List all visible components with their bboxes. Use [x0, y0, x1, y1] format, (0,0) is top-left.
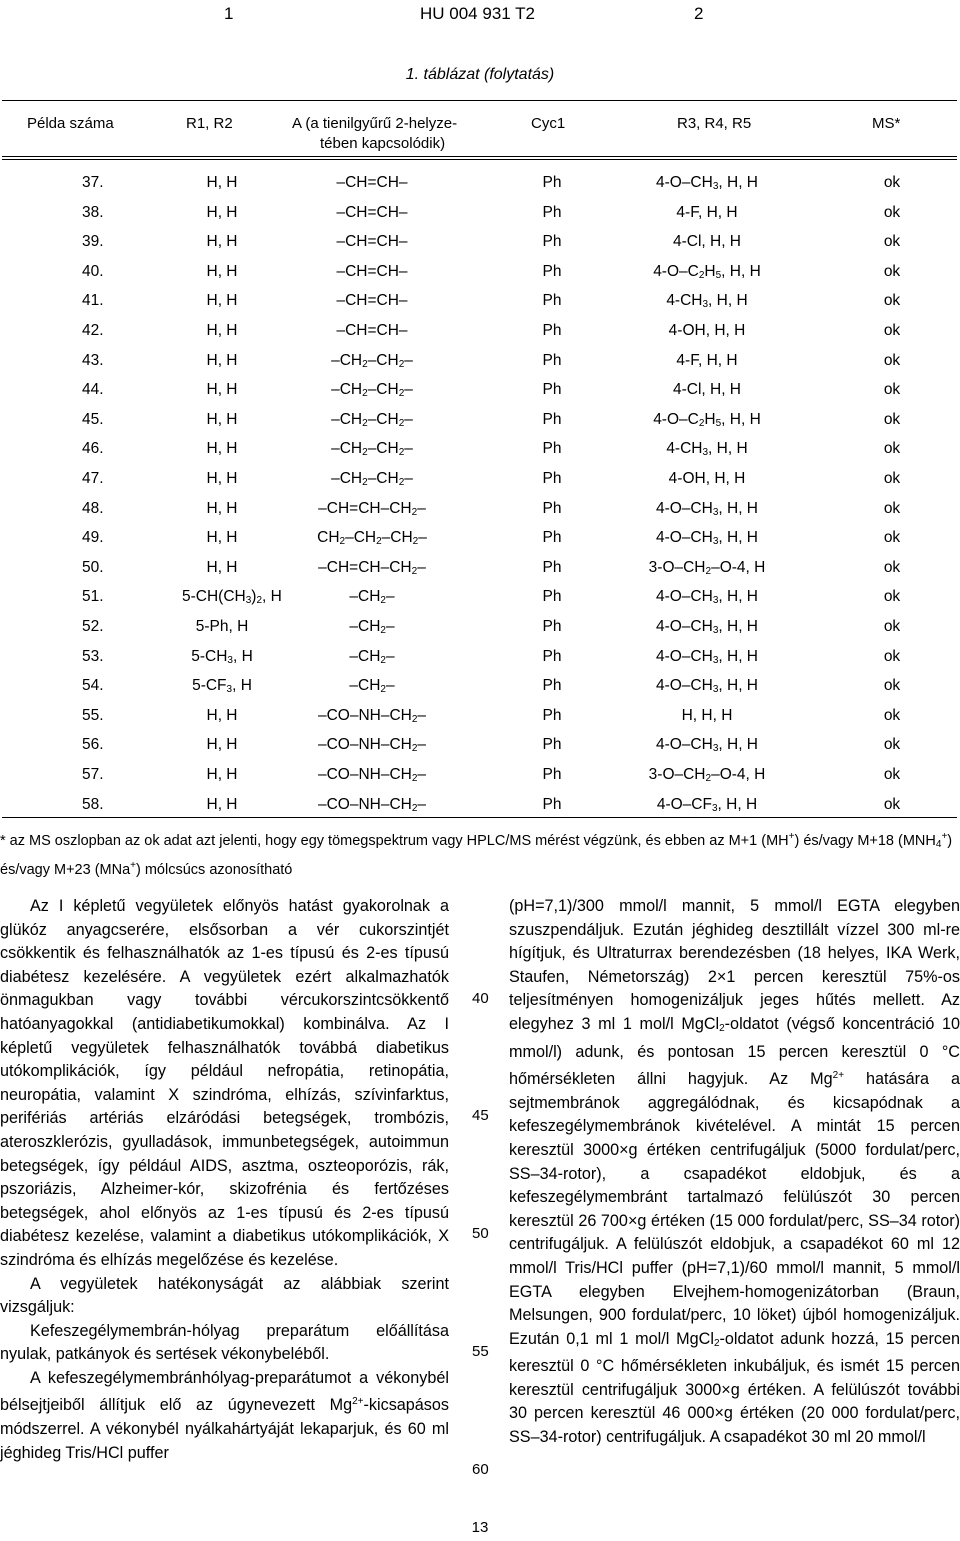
cell-ms: ok — [883, 499, 901, 517]
cell-example-number: 38. — [82, 203, 104, 221]
cell-example-number: 41. — [82, 292, 104, 310]
cell-cyc1: Ph — [542, 706, 562, 724]
cell-example-number: 52. — [82, 618, 104, 635]
header-ms: MS* — [872, 115, 901, 132]
cell-a: –CH=CH– — [336, 292, 408, 310]
paragraph: Az I képletű vegyületek előnyös hatást gyakorolnak a glükóz anyagcserére, elsősorban a vér cukorszintjét csökkentik és felhasználhatók az 1-es típusú és 2-es típusú diabétesz kezelésére. A vegyületek ezért alkalmazhatók önmagukban vagy további vércukorszintcsökkentő hatóanyagokkal (antidiabetikumokkal) kombinálva. Az I képletű vegyületek felhasználhatók továbbá diabetikus utókomplikációk, így például nefropátia, retinopátia, neuropátia, valamint X szindróma, elhízás, szívinfarktus, perifériás artériás elzáródási betegségek, trombózis, ateroszklerózis, gyulladások, immunbetegségek, autoimmun betegségek, így például AIDS, asztma, oszteoporózis, rák, pszoriázis, Alzheimer-kór, skizofrénia és fertőzéses betegségek, ahol előnyös az 1-es típusú és 2-es típusú diabétesz kezelése, valamint a diabetikus utókomplikációk, X szindróma és elhízás megelőzése és kezelése. — [0, 897, 449, 1269]
table-row — [2, 316, 957, 345]
cell-a: $-CH_2-$ — [349, 677, 395, 696]
table-row — [2, 671, 957, 700]
cell-a: $-CO-NH-CH_2-$ — [317, 736, 427, 755]
table-row — [2, 760, 957, 789]
table-header-rule — [2, 156, 957, 157]
cell-cyc1: Ph — [542, 233, 562, 251]
cell-a: –CH=CH– — [336, 203, 408, 221]
cell-example-number: 39. — [82, 233, 104, 251]
header-r1-r2: R1, R2 — [186, 115, 233, 132]
header-right: 2 — [694, 4, 704, 23]
cell-r1-r2: H, H — [206, 499, 238, 517]
cell-r1-r2: H, H — [206, 351, 238, 369]
header-a-line1: A (a tienilgyűrű 2-helyze- — [292, 115, 458, 132]
cell-ms: ok — [883, 233, 901, 251]
paragraph: A kefeszegélymembránhólyag-preparátumot a vékonybél bélsejtjeiből állítjuk elő az úgynevezett $Mg^{2+}$-kicsapásos módszerrel. A vékonybél nyálkahártyáját lekaparjuk, és 60 ml jéghideg Tris/HCl puffer — [0, 1368, 449, 1462]
cell-r3-r4-r5: 4-OH, H, H — [668, 470, 746, 487]
cell-a: $-CH_2-$ — [349, 647, 395, 666]
cell-r3-r4-r5: $4-O-C_2H_5$, H, H — [653, 410, 761, 429]
cell-a: $-CO-NH-CH_2-$ — [317, 766, 427, 784]
table-row — [2, 286, 957, 315]
cell-r1-r2: H, H — [206, 262, 238, 280]
cell-cyc1: Ph — [542, 174, 562, 191]
table-row — [2, 730, 957, 759]
header-example-number: Példa száma — [27, 115, 114, 132]
cell-cyc1: Ph — [542, 381, 562, 399]
table-row — [2, 790, 957, 819]
cell-r1-r2: H, H — [206, 174, 238, 191]
cell-r3-r4-r5: 4-OH, H, H — [668, 322, 746, 339]
cell-r1-r2: H, H — [206, 440, 238, 458]
cell-example-number: 54. — [82, 677, 104, 695]
table-row — [2, 346, 957, 375]
table-row — [2, 198, 957, 227]
cell-a: $CH_2-CH_2-CH_2-$ — [317, 529, 427, 548]
cell-ms: ok — [883, 381, 901, 399]
cell-r3-r4-r5: $4-O-C_2H_5$, H, H — [653, 262, 761, 281]
table-row — [2, 523, 957, 552]
table-header-rule-double — [2, 159, 957, 160]
cell-a: $-CH_2-CH_2-$ — [331, 381, 413, 400]
header-center: HU 004 931 T2 — [420, 4, 535, 23]
cell-ms: ok — [883, 677, 901, 695]
cell-example-number: 44. — [82, 381, 104, 399]
cell-example-number: 55. — [82, 706, 104, 724]
line-number: 45 — [472, 1107, 489, 1124]
page-number: 13 — [471, 1519, 489, 1536]
cell-ms: ok — [883, 292, 901, 310]
cell-cyc1: Ph — [542, 795, 562, 813]
line-number: 55 — [472, 1343, 489, 1360]
cell-r1-r2: H, H — [206, 766, 238, 783]
table-footnote: * az MS oszlopban az ok adat azt jelenti, hogy egy tömegspektrum vagy HPLC/MS mérést végzünk, és ebben az M+1 (MH+) és/vagy M+18 $(MNH_4^+)$ és/vagy M+23 (MNa+) mólcsúcs azonosítható — [0, 831, 953, 878]
cell-example-number: 40. — [82, 262, 104, 280]
cell-ms: ok — [883, 736, 901, 754]
table-row — [2, 612, 957, 641]
cell-cyc1: Ph — [542, 766, 562, 783]
header-cyc1: Cyc1 — [531, 115, 566, 132]
line-number: 40 — [472, 990, 489, 1007]
cell-r3-r4-r5: H, H, H — [681, 706, 733, 724]
cell-example-number: 58. — [82, 795, 104, 813]
cell-r1-r2: H, H — [206, 470, 238, 487]
cell-example-number: 51. — [82, 588, 104, 606]
cell-a: $-CH_2-$ — [349, 588, 395, 607]
cell-example-number: 45. — [82, 410, 104, 428]
cell-a: $-CH=CH-CH_2-$ — [318, 558, 426, 577]
paragraph: (pH=7,1)/300 mmol/l mannit, 5 mmol/l EGTA elegyben szuszpendáljuk. Ezután jéghideg desztillált vízzel 300 ml-re hígítjuk, és Ultraturrax berendezésben (18 helyes, IKA Werk, Staufen, Németország) 2×1 percen keresztül 75%-os teljesítményen homogenizáljuk jeges hűtés mellett. Az elegyhez 3 ml 1 mol/l MgCl$_2$-oldatot (végső koncentráció 10 mmol/l) adunk, és pontosan 15 percen keresztül 0 °C hőmérsékleten állni hagyjuk. Az $Mg^{2+}$ hatására a sejtmembránok aggregálódnak, és kicsapódnak a kefeszegélymembránok kivételével. A mintát 15 percen keresztül 3000×g értéken centrifugáljuk (5000 fordulat/perc, SS–34-rotor), a csapadékot eldobjuk, és a kefeszegélymembránt tartalmazó felülúszót 30 percen keresztül 26 700×g értéken (15 000 fordulat/perc, SS–34 rotor) centrifugáljuk. A felülúszót eldobjuk, a csapadékot 60 ml 12 mmol/l Tris/HCl puffer (pH=7,1)/60 mmol/l mannit, 5 mmol/l EGTA elegyben Elvejhem-homogenizátorban (Braun, Melsungen, 900 fordulat/perc, 10 löket) újból homogenizáljuk. Ezután 0,1 ml 1 mol/l MgCl$_2$-oldatot adunk hozzá, 15 percen keresztül 0 °C hőmérsékleten inkubáljuk, és ismét 15 percen keresztül centrifugáljuk 3000×g értéken. A felülúszót további 30 percen keresztül 46 000×g értéken (20 000 fordulat/perc, SS–34-rotor) centrifugáljuk. A csapadékot 30 ml 20 mmol/l — [509, 897, 960, 1447]
table-row — [2, 553, 957, 582]
cell-cyc1: Ph — [542, 203, 562, 221]
right-text-column — [509, 895, 960, 1450]
cell-a: –CH=CH– — [336, 233, 408, 251]
cell-ms: ok — [883, 262, 901, 280]
cell-ms: ok — [883, 470, 901, 487]
cell-example-number: 46. — [82, 440, 104, 458]
cell-example-number: 37. — [82, 174, 104, 191]
cell-r3-r4-r5: $4-O-CH_3$, H, H — [655, 499, 759, 518]
cell-example-number: 49. — [82, 529, 104, 547]
cell-a: –CH=CH– — [336, 174, 408, 191]
cell-cyc1: Ph — [542, 351, 562, 369]
cell-a: $-CH_2-CH_2-$ — [331, 440, 413, 459]
cell-cyc1: Ph — [542, 322, 562, 339]
header-r3-r4-r5: R3, R4, R5 — [677, 115, 752, 132]
cell-ms: ok — [883, 795, 901, 813]
cell-ms: ok — [883, 588, 901, 606]
cell-r3-r4-r5: $4-O-CH_3$, H, H — [655, 647, 759, 666]
cell-r3-r4-r5: 4-F, H, H — [676, 203, 738, 221]
cell-ms: ok — [883, 558, 901, 576]
cell-a: $-CH_2-$ — [349, 618, 395, 636]
header-a-line2: tében kapcsolódik) — [320, 135, 446, 152]
cell-r3-r4-r5: 4-Cl, H, H — [672, 381, 742, 399]
cell-ms: ok — [883, 647, 901, 665]
cell-cyc1: Ph — [542, 677, 562, 695]
table-row — [2, 168, 957, 197]
cell-r3-r4-r5: $4-O-CH_3$, H, H — [655, 529, 759, 548]
cell-r1-r2: H, H — [206, 233, 238, 251]
cell-ms: ok — [883, 766, 901, 783]
table-bottom-rule — [2, 817, 957, 818]
cell-r3-r4-r5: $4-O-CH_3$, H, H — [655, 588, 759, 607]
cell-r3-r4-r5: $3-O-CH_2-O-4$, H — [648, 558, 766, 577]
cell-r1-r2: $5-CH(CH_3)_2$, H — [182, 588, 282, 607]
table-row — [2, 257, 957, 286]
cell-ms: ok — [883, 440, 901, 458]
left-text-column — [0, 895, 449, 1465]
cell-r3-r4-r5: $4-O-CH_3$, H, H — [655, 174, 759, 192]
cell-example-number: 47. — [82, 470, 104, 487]
table-row — [2, 405, 957, 434]
table-row — [2, 375, 957, 404]
table-row — [2, 642, 957, 671]
cell-ms: ok — [883, 410, 901, 428]
cell-r1-r2: H, H — [206, 558, 238, 576]
cell-example-number: 42. — [82, 322, 104, 339]
cell-a: $-CH_2-CH_2-$ — [331, 410, 413, 429]
cell-r1-r2: $5-CF_3$, H — [192, 677, 252, 696]
paragraph: Kefeszegélymembrán-hólyag preparátum előállítása nyulak, patkányok és sertések vékonybeléből. — [0, 1321, 449, 1364]
cell-ms: ok — [883, 529, 901, 547]
cell-r1-r2: H, H — [206, 736, 238, 754]
cell-r1-r2: H, H — [206, 410, 238, 428]
cell-r1-r2: H, H — [206, 529, 238, 547]
cell-ms: ok — [883, 618, 901, 635]
cell-r3-r4-r5: $4-O-CH_3$, H, H — [655, 736, 759, 755]
cell-cyc1: Ph — [542, 262, 562, 280]
cell-cyc1: Ph — [542, 736, 562, 754]
cell-cyc1: Ph — [542, 499, 562, 517]
table-caption: 1. táblázat (folytatás) — [405, 66, 555, 83]
cell-r1-r2: 5-Ph, H — [195, 618, 249, 635]
cell-example-number: 48. — [82, 499, 104, 517]
cell-cyc1: Ph — [542, 558, 562, 576]
cell-example-number: 56. — [82, 736, 104, 754]
table-header — [2, 101, 957, 155]
cell-r1-r2: H, H — [206, 203, 238, 221]
cell-r3-r4-r5: $4-CH_3$, H, H — [666, 292, 748, 311]
cell-r3-r4-r5: $4-CH_3$, H, H — [666, 440, 748, 459]
cell-example-number: 53. — [82, 647, 104, 665]
cell-a: $-CH_2-CH_2-$ — [331, 351, 413, 370]
header-left: 1 — [224, 4, 234, 23]
cell-cyc1: Ph — [542, 647, 562, 665]
cell-r1-r2: H, H — [206, 706, 238, 724]
table-row — [2, 582, 957, 611]
cell-ms: ok — [883, 706, 901, 724]
cell-r3-r4-r5: $4-O-CH_3$, H, H — [655, 677, 759, 696]
cell-r3-r4-r5: 4-Cl, H, H — [672, 233, 742, 251]
cell-a: $-CO-NH-CH_2-$ — [317, 795, 427, 814]
table-row — [2, 464, 957, 493]
cell-r1-r2: H, H — [206, 322, 238, 339]
cell-a: –CH=CH– — [336, 322, 408, 339]
cell-example-number: 43. — [82, 351, 104, 369]
cell-r3-r4-r5: 4-F, H, H — [676, 351, 738, 369]
cell-ms: ok — [883, 351, 901, 369]
cell-a: –CH=CH– — [336, 262, 408, 280]
table-row — [2, 701, 957, 730]
cell-r3-r4-r5: $4-O-CF_3$, H, H — [656, 795, 758, 814]
table-row — [2, 494, 957, 523]
cell-a: $-CH_2-CH_2-$ — [331, 470, 413, 488]
line-number: 50 — [472, 1225, 489, 1242]
cell-ms: ok — [883, 174, 901, 191]
cell-r3-r4-r5: $3-O-CH_2-O-4$, H — [648, 766, 766, 784]
table-row — [2, 227, 957, 256]
cell-cyc1: Ph — [542, 292, 562, 310]
cell-cyc1: Ph — [542, 588, 562, 606]
cell-r3-r4-r5: $4-O-CH_3$, H, H — [655, 618, 759, 636]
cell-r1-r2: H, H — [206, 292, 238, 310]
cell-r1-r2: H, H — [206, 381, 238, 399]
cell-cyc1: Ph — [542, 618, 562, 635]
paragraph: A vegyületek hatékonyságát az alábbiak szerint vizsgáljuk: — [0, 1274, 449, 1317]
cell-cyc1: Ph — [542, 529, 562, 547]
cell-ms: ok — [883, 203, 901, 221]
cell-cyc1: Ph — [542, 440, 562, 458]
table-row — [2, 434, 957, 463]
cell-r1-r2: $5-CH_3$, H — [191, 647, 253, 666]
cell-example-number: 50. — [82, 558, 104, 576]
cell-r1-r2: H, H — [206, 795, 238, 813]
line-number: 60 — [472, 1461, 489, 1478]
cell-a: $-CO-NH-CH_2-$ — [317, 706, 427, 725]
cell-cyc1: Ph — [542, 470, 562, 487]
cell-cyc1: Ph — [542, 410, 562, 428]
cell-example-number: 57. — [82, 766, 104, 783]
cell-a: $-CH=CH-CH_2-$ — [318, 499, 426, 518]
cell-ms: ok — [883, 322, 901, 339]
